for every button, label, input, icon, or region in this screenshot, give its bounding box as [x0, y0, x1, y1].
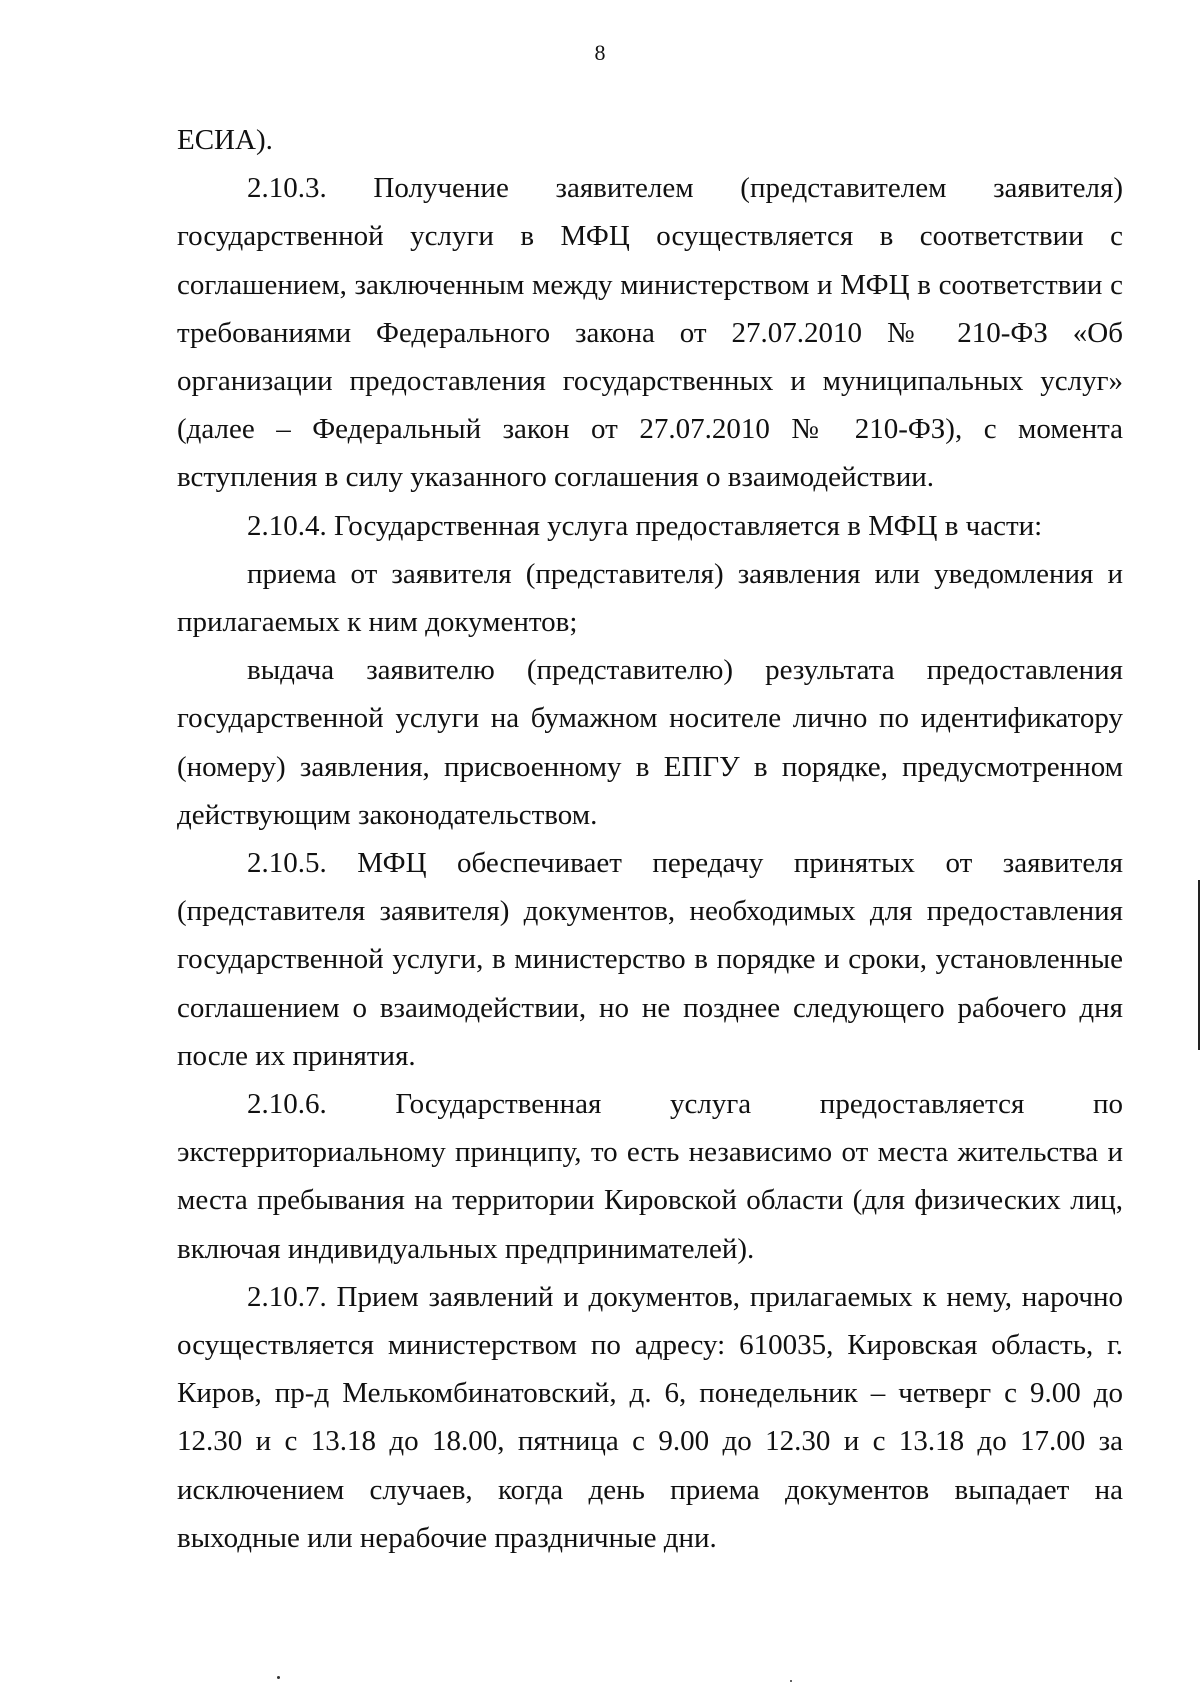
paragraph-2-10-4-item-1: приема от заявителя (представителя) заявления или уведомления и прилагаемых к ним документов;	[177, 557, 1123, 639]
paragraph-continuation: ЕСИА).	[177, 124, 273, 156]
scan-speck	[790, 1680, 792, 1682]
paragraph-2-10-4-item-2: выдача заявителю (представителю) результата предоставления государственной услуги на бумажном носителе лично по идентификатору (номеру) заявления, присвоенному в ЕПГУ в порядке, предусмотренном действующим законодательством.	[177, 654, 1123, 831]
document-body	[177, 116, 1123, 1562]
page-number: 8	[594, 40, 606, 65]
paragraph-2-10-7: 2.10.7. Прием заявлений и документов, прилагаемых к нему, нарочно осуществляется министерством по адресу: 610035, Кировская область, г. Киров, пр-д Мелькомбинатовский, д. 6, понедельник – четверг с 9.00 до 12.30 и с 13.18 до 18.00, пятница с 9.00 до 12.30 и с 13.18 до 17.00 за исключением случаев, когда день приема документов выпадает на выходные или нерабочие праздничные дни.	[177, 1280, 1123, 1554]
paragraph-2-10-6: 2.10.6. Государственная услуга предоставляется по экстерриториальному принципу, то есть независимо от места жительства и места пребывания на территории Кировской области (для физических лиц, включая индивидуальных предпринимателей).	[177, 1088, 1123, 1265]
paragraph-2-10-4: 2.10.4. Государственная услуга предоставляется в МФЦ в части:	[247, 509, 1043, 542]
scan-speck	[277, 1676, 280, 1679]
paragraph-2-10-3: 2.10.3. Получение заявителем (представителем заявителя) государственной услуги в МФЦ осуществляется в соответствии с соглашением, заключенным между министерством и МФЦ в соответствии с требованиями Федерального закона от 27.07.2010 № 210-ФЗ «Об организации предоставления государственных и муниципальных услуг» (далее – Федеральный закон от 27.07.2010 № 210-ФЗ), с момента вступления в силу указанного соглашения о взаимодействии.	[177, 172, 1123, 494]
paragraph-2-10-5: 2.10.5. МФЦ обеспечивает передачу принятых от заявителя (представителя заявителя) документов, необходимых для предоставления государственной услуги, в министерство в порядке и сроки, установленные соглашением о взаимодействии, но не позднее следующего рабочего дня после их принятия.	[177, 847, 1123, 1072]
